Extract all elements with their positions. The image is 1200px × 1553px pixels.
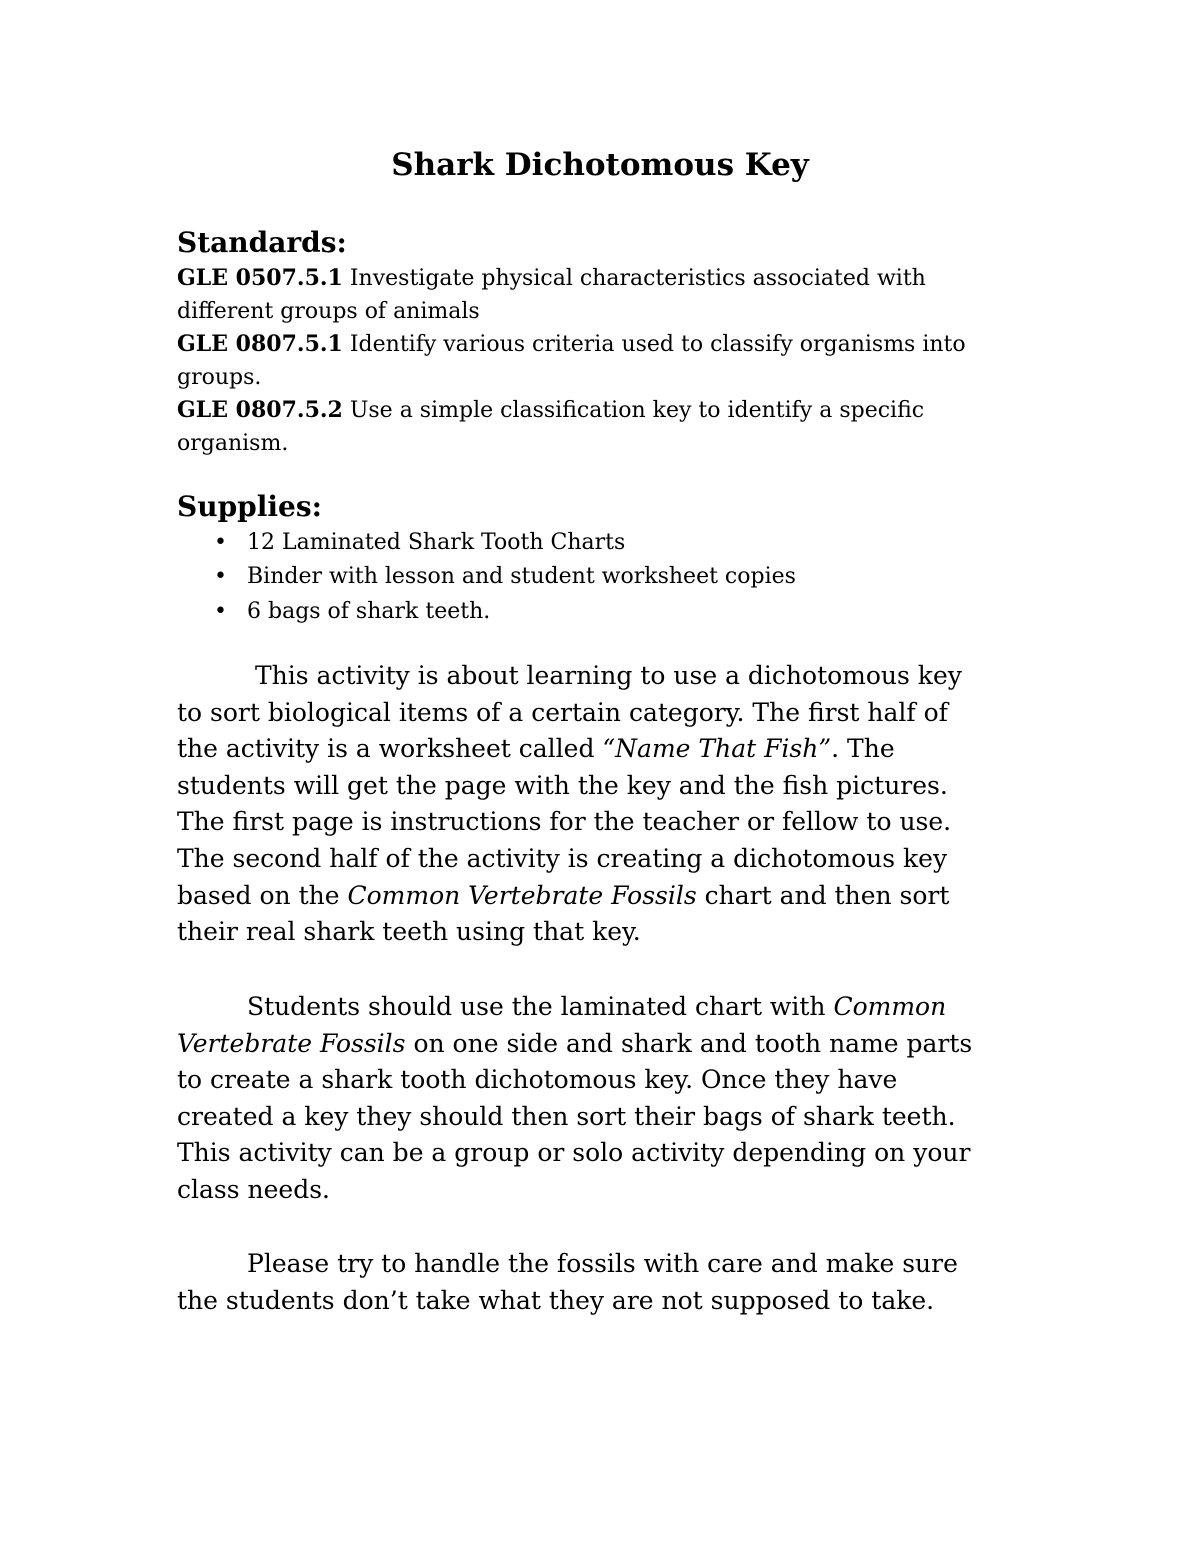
standard-text-continued: organism. (177, 430, 289, 456)
chart-title: Common (833, 992, 947, 1021)
paragraph-line: to sort biological items of a certain category. The first half of (177, 697, 948, 727)
standard-code: GLE 0807.5.2 (177, 397, 343, 424)
text-segment: on one side and shark and tooth name parts (405, 1028, 973, 1058)
text-segment: Students should use the laminated chart with (247, 992, 834, 1021)
list-item (177, 595, 796, 629)
standard-text: Identify various criteria used to classify organisms into (342, 332, 966, 358)
standard-item (177, 394, 1017, 460)
paragraph-line (177, 878, 1037, 915)
list-item (177, 526, 796, 560)
list-item (177, 560, 796, 594)
paragraph-line: the students don’t take what they are not supposed to take. (177, 1285, 935, 1315)
paragraph-line (177, 989, 1037, 1026)
text-segment: the activity is a worksheet called (177, 734, 603, 764)
standards-heading: Standards: (177, 226, 347, 259)
chart-title: Vertebrate Fossils (177, 1028, 406, 1058)
standard-text-continued: groups. (177, 364, 262, 390)
standard-item (177, 262, 1017, 328)
paragraph-line: to create a shark tooth dichotomous key. Once they have (177, 1065, 898, 1095)
paragraph-line: The second half of the activity is creating a dichotomous key (177, 843, 948, 873)
paragraph-line: Please try to handle the fossils with care and make sure (247, 1249, 958, 1278)
standard-item (177, 328, 1017, 394)
bullet-icon: • (214, 564, 227, 590)
paragraph-line: students will get the page with the key and the fish pictures. (177, 770, 948, 800)
supply-text: Binder with lesson and student worksheet copies (247, 564, 796, 590)
bullet-icon: • (214, 530, 227, 555)
supplies-heading: Supplies: (177, 490, 322, 523)
activity-description-paragraph (177, 658, 1037, 951)
supply-text: 12 Laminated Shark Tooth Charts (247, 530, 626, 555)
document-title: Shark Dichotomous Key (391, 147, 809, 183)
paragraph-line: This activity is about learning to use a dichotomous key (255, 661, 962, 690)
bullet-icon: • (214, 598, 227, 624)
paragraph-line: created a key they should then sort their bags of shark teeth. (177, 1101, 956, 1131)
student-instructions-paragraph (177, 989, 1037, 1209)
supplies-list (177, 526, 796, 629)
text-segment: chart and then sort (696, 880, 950, 910)
text-segment: . The (831, 734, 895, 764)
chart-title: Common Vertebrate Fossils (347, 880, 697, 910)
paragraph-line (177, 731, 1037, 768)
paragraph-line (177, 1026, 1037, 1063)
paragraph-line: class needs. (177, 1174, 330, 1204)
paragraph-line: This activity can be a group or solo activity depending on your (177, 1138, 971, 1168)
standards-list (177, 262, 1017, 461)
standard-code: GLE 0507.5.1 (177, 265, 343, 291)
standard-code: GLE 0807.5.1 (177, 331, 343, 358)
paragraph-line: their real shark teeth using that key. (177, 917, 641, 947)
paragraph-line: The first page is instructions for the teacher or fellow to use. (177, 807, 952, 837)
care-note-paragraph (177, 1246, 1037, 1319)
standard-text: Use a simple classification key to identify a specific (342, 398, 925, 424)
standard-text: Investigate physical characteristics associated with (342, 266, 926, 291)
text-segment: based on the (177, 880, 348, 910)
worksheet-title: “Name That Fish” (602, 734, 832, 764)
standard-text-continued: different groups of animals (177, 298, 480, 324)
supply-text: 6 bags of shark teeth. (247, 598, 491, 624)
